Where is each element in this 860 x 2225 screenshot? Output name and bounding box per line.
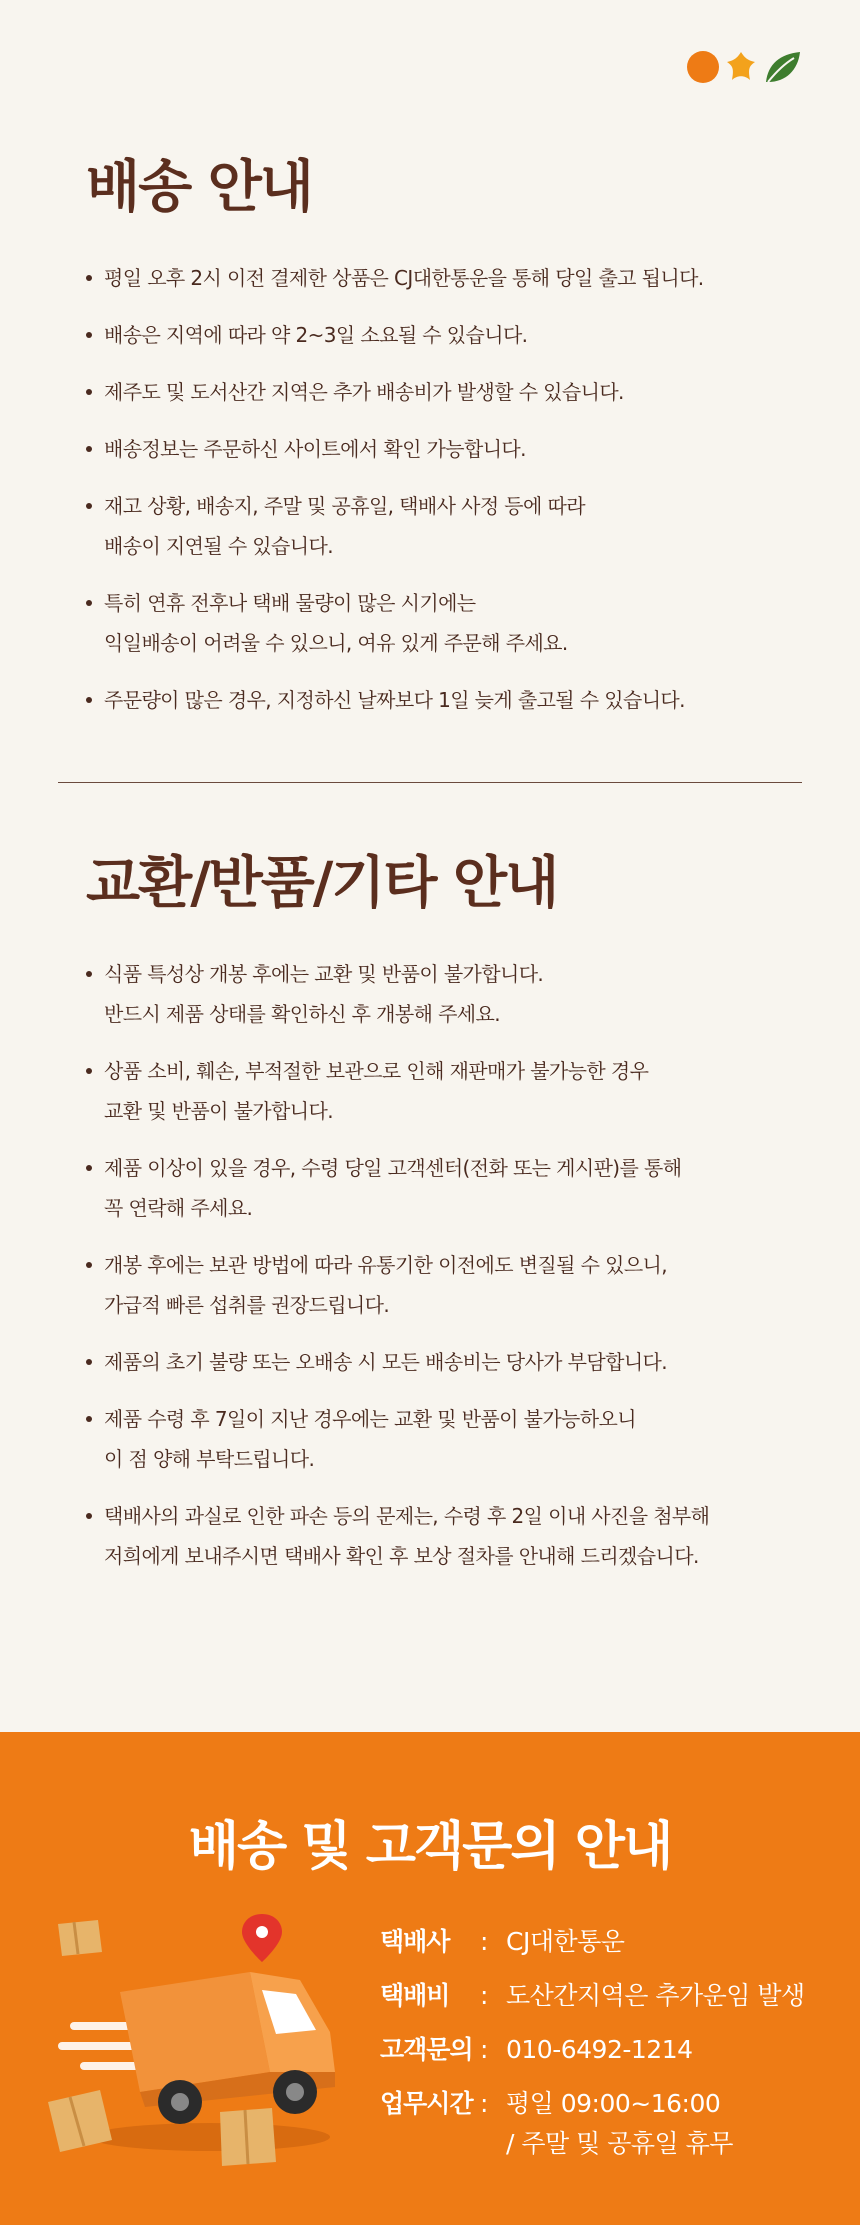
list-item: 제품 이상이 있을 경우, 수령 당일 고객센터(전화 또는 게시판)를 통해 꼭 연락해 주세요. <box>86 1148 806 1228</box>
box-icon <box>220 2108 276 2166</box>
list-item: 평일 오후 2시 이전 결제한 상품은 CJ대한통운을 통해 당일 출고 됩니다. <box>86 258 806 298</box>
contact-label: 고객문의 <box>380 2035 473 2064</box>
shipping-fee-value: 도산간지역은 추가운임 발생 <box>506 1981 805 2010</box>
exchange-title: 교환/반품/기타 안내 <box>86 851 558 916</box>
list-item: 개봉 후에는 보관 방법에 따라 유통기한 이전에도 변질될 수 있으니, 가급적 빠른 섭취를 권장드립니다. <box>86 1245 806 1325</box>
shipping-section <box>86 155 806 737</box>
separator: : <box>480 2035 489 2064</box>
leaf-icon <box>762 50 802 84</box>
list-item: 배송정보는 주문하신 사이트에서 확인 가능합니다. <box>86 429 806 469</box>
list-item: 식품 특성상 개봉 후에는 교환 및 반품이 불가합니다. 반드시 제품 상태를 확인하신 후 개봉해 주세요. <box>86 954 806 1034</box>
list-item: 제품 수령 후 7일이 지난 경우에는 교환 및 반품이 불가능하오니 이 점 양해 부탁드립니다. <box>86 1399 806 1479</box>
footer-title: 배송 및 고객문의 안내 <box>188 1817 672 1877</box>
list-item: 배송은 지역에 따라 약 2~3일 소요될 수 있습니다. <box>86 315 806 355</box>
section-divider <box>58 782 802 783</box>
business-hours-value: 평일 09:00~16:00 / 주말 및 공휴일 휴무 <box>506 2089 733 2158</box>
list-item: 특히 연휴 전후나 택배 물량이 많은 시기에는 익일배송이 어려울 수 있으니, 여유 있게 주문해 주세요. <box>86 583 806 663</box>
shipping-fee-row <box>380 1976 805 2016</box>
list-item: 택배사의 과실로 인한 파손 등의 문제는, 수령 후 2일 이내 사진을 첨부해 저희에게 보내주시면 택배사 확인 후 보상 절차를 안내해 드리겠습니다. <box>86 1496 806 1576</box>
orange-circle-icon <box>686 50 720 84</box>
shipping-list <box>86 258 806 720</box>
exchange-section <box>86 851 806 1593</box>
contact-info <box>380 1922 805 2178</box>
exchange-list <box>86 954 806 1576</box>
list-item: 제품의 초기 불량 또는 오배송 시 모든 배송비는 당사가 부담합니다. <box>86 1342 806 1382</box>
courier-label: 택배사 <box>380 1927 450 1956</box>
business-hours-label: 업무시간 <box>380 2089 473 2118</box>
list-item: 상품 소비, 훼손, 부적절한 보관으로 인해 재판매가 불가능한 경우 교환 및 반품이 불가합니다. <box>86 1051 806 1131</box>
separator: : <box>480 2089 489 2118</box>
phone-number: 010-6492-1214 <box>506 2035 693 2064</box>
courier-value: CJ대한통운 <box>506 1927 625 1956</box>
delivery-truck-icon <box>40 1912 360 2172</box>
decorative-icons <box>686 50 802 84</box>
location-pin-icon <box>242 1914 282 1962</box>
shipping-fee-label: 택배비 <box>380 1981 450 2010</box>
shipping-title: 배송 안내 <box>86 155 312 220</box>
box-icon <box>58 1920 102 1956</box>
list-item: 주문량이 많은 경우, 지정하신 날짜보다 1일 늦게 출고될 수 있습니다. <box>86 680 806 720</box>
list-item: 재고 상황, 배송지, 주말 및 공휴일, 택배사 사정 등에 따라 배송이 지연될 수 있습니다. <box>86 486 806 566</box>
flower-icon <box>724 50 758 84</box>
contact-footer <box>0 1732 860 2225</box>
separator: : <box>480 1981 489 2010</box>
business-hours-row <box>380 2084 805 2164</box>
separator: : <box>480 1927 489 1956</box>
list-item: 제주도 및 도서산간 지역은 추가 배송비가 발생할 수 있습니다. <box>86 372 806 412</box>
contact-row <box>380 2030 805 2070</box>
courier-row <box>380 1922 805 1962</box>
